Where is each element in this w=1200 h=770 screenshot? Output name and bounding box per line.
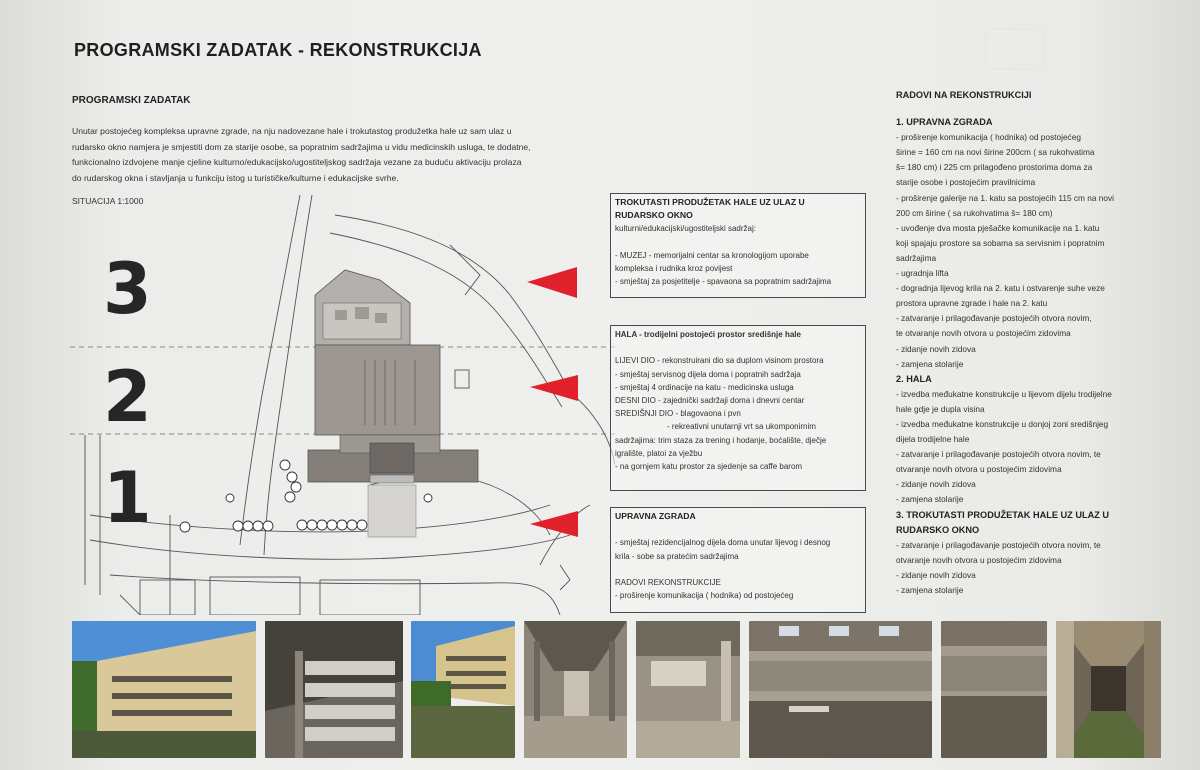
box-line: kompleksa i rudnika kroz povijest: [615, 264, 733, 274]
works-line: - izvedba međukatne konstrukcije u lijevom dijelu trodijelne: [896, 388, 1112, 399]
box-line: LIJEVI DIO - rekonstruirani dio sa duplom visinom prostora: [615, 356, 824, 366]
works-line: širine = 160 cm na novi širine 200cm ( sa rukohvatima: [896, 147, 1095, 158]
works-line: 200 cm širine ( sa rukohvatima š= 180 cm): [896, 207, 1053, 218]
box-line: [615, 341, 861, 354]
arrow-trokutasti: [527, 267, 577, 298]
zone-number-2: 2: [103, 356, 152, 438]
box-line: SREDIŠNJI DIO - blagovaona i pvn: [615, 409, 741, 419]
works-line: dijela trodijelne hale: [896, 434, 970, 445]
works-line: - zamjena stolarije: [896, 358, 964, 369]
building-side-view-photo: [411, 621, 515, 758]
works-line: - proširenje galerije na 1. katu sa postojećih 115 cm na novi: [896, 192, 1114, 203]
box-line: - smještaj rezidencijalnog dijela doma unutar lijevog i desnog: [615, 538, 831, 548]
box-line: sadržajima: trim staza za trening i hodanje, boćalište, dječje: [615, 435, 827, 445]
arrow-upravna: [530, 511, 578, 537]
works-line: - proširenje komunikacija ( hodnika) od postojećeg: [896, 132, 1081, 143]
box-hala: [610, 325, 866, 491]
section-heading-radovi: RADOVI NA REKONSTRUKCIJI: [896, 90, 1032, 100]
works-line: otvaranje novih otvora u postojećim zidovima: [896, 464, 1062, 475]
works-line: - zidanje novih zidova: [896, 479, 976, 490]
upravna-zgrada-exterior-photo: [72, 621, 256, 758]
reconstruction-lines: [896, 115, 1162, 598]
box-line: - smještaj za posjetitelje - spavaona sa popratnim sadržajima: [615, 277, 832, 287]
arrow-hala: [530, 375, 578, 401]
box-line: DESNI DIO - zajednički sadržaji doma i dnevni centar: [615, 396, 805, 406]
works-section-heading: 2. HALA: [896, 373, 932, 384]
scale-label: SITUACIJA 1:1000: [72, 196, 144, 206]
large-hall-interior-photo: [749, 621, 932, 758]
reconstruction-works-list: [896, 88, 1162, 598]
zone-number-3: 3: [103, 248, 152, 330]
works-line: - zidanje novih zidova: [896, 343, 976, 354]
box-line: igralište, platoi za vježbu: [615, 448, 703, 458]
works-line: - zamjena stolarije: [896, 585, 964, 595]
works-line: koji spajaju prostore sa sobama sa servisnim i popratnim: [896, 237, 1105, 248]
box-line: - smještaj 4 ordinacije na katu - medicinska usluga: [615, 382, 794, 392]
watermark-logo: [985, 28, 1045, 70]
box-line: [615, 236, 861, 249]
box-upravna-zgrada: [610, 507, 866, 613]
works-line: - zamjena stolarije: [896, 494, 964, 505]
callout-arrows: [527, 267, 578, 537]
intro-line: rudarsko okno namjera je smjestiti dom za starije osobe, sa popratnim sadržajima u vidu medicinskih usluga, te dodatne,: [72, 141, 531, 152]
box-line: [615, 523, 861, 536]
intro-line: funkcionalno izdvojene manje cjeline kulturno/edukacijsko/ugostiteljskog sadržaja vezane za buduću aktivaciju prolaza: [72, 157, 522, 167]
works-line: - izvedba međukatne konstrukcije u donjoj zoni središnjeg: [896, 418, 1109, 429]
facade-glass-block-photo: [265, 621, 403, 758]
box-heading: TROKUTASTI PRODUŽETAK HALE UZ ULAZ U: [615, 197, 805, 207]
works-line: te otvaranje novih otvora u postojećim zidovima: [896, 328, 1071, 339]
section-heading-programski-zadatak: PROGRAMSKI ZADATAK: [72, 95, 191, 106]
works-line: - zatvaranje i prilagođavanje postojećih otvora novim, te: [896, 539, 1101, 550]
box-heading: RUDARSKO OKNO: [615, 210, 693, 221]
box-line: HALA - trodijelni postojeći prostor središnje hale: [615, 330, 801, 339]
corridor-interior-photo: [1056, 621, 1161, 758]
works-line: starije osobe i postojećim pravilnicima: [896, 177, 1036, 188]
works-line: prostora upravne zgrade i hale na 2. katu: [896, 298, 1048, 309]
site-plan-drawing: [70, 185, 615, 615]
works-line: - ugradnja lifta: [896, 268, 949, 279]
intro-line: Unutar postojećeg kompleksa upravne zgrade, na nju nadovezane hale i trokutastog produžetka hale uz sam ulaz u: [72, 126, 512, 136]
box-line: - smještaj servisnog dijela doma i popratnih sadržaja: [615, 369, 801, 379]
box-line: krila - sobe sa pratećim sadržajima: [615, 551, 739, 561]
works-line: hale gdje je dupla visina: [896, 403, 985, 414]
intro-line: do rudarskog okna i stavljanja u funkciju istog u turističke/kulturne i edukacijske svrhe.: [72, 172, 399, 183]
box-line: - na gornjem katu prostor za sjedenje sa caffe barom: [615, 462, 803, 472]
works-line: - uvođenje dva mosta pješačke komunikacije na 1. katu: [896, 222, 1100, 233]
works-line: otvaranje novih otvora u postojećim zidovima: [896, 554, 1062, 565]
box-line: kulturni/edukacijski/ugostiteljski sadržaj:: [615, 224, 756, 234]
works-line: - zidanje novih zidova: [896, 569, 976, 580]
intro-paragraph: [72, 124, 584, 186]
works-line: - dogradnja lijevog krila na 2. katu i ostvarenje suhe veze: [896, 283, 1105, 294]
works-line: - zatvaranje i prilagođavanje postojećih otvora novim,: [896, 313, 1092, 324]
box-line: - rekreativni unutarnji vrt sa ukomponirnim: [667, 422, 816, 432]
works-section-heading: 3. TROKUTASTI PRODUŽETAK HALE UZ ULAZ U: [896, 509, 1110, 520]
box-line: RADOVI REKONSTRUKCIJE: [615, 578, 721, 588]
page-title: PROGRAMSKI ZADATAK - REKONSTRUKCIJA: [74, 40, 482, 60]
works-section-heading: RUDARSKO OKNO: [896, 524, 980, 535]
box-line: [615, 563, 861, 576]
works-line: - zatvaranje i prilagođavanje postojećih otvora novim, te: [896, 449, 1101, 460]
works-line: sadržajima: [896, 252, 937, 263]
hall-interior-photo: [524, 621, 627, 758]
zone-number-1: 1: [103, 457, 152, 539]
box-heading: UPRAVNA ZGRADA: [615, 511, 696, 521]
hall-interior-wide-photo: [941, 621, 1047, 758]
building-footprint: [308, 270, 478, 537]
hall-gallery-interior-photo: [636, 621, 740, 758]
box-trokutasti-produzetak: [610, 193, 866, 298]
box-line: - proširenje komunikacija ( hodnika) od postojećeg: [615, 591, 794, 601]
works-line: š= 180 cm) i 225 cm prilagođeno prostorima doma za: [896, 162, 1093, 173]
box-line: - MUZEJ - memorijalni centar sa kronologijom uporabe: [615, 250, 809, 260]
works-section-heading: 1. UPRAVNA ZGRADA: [896, 117, 993, 128]
